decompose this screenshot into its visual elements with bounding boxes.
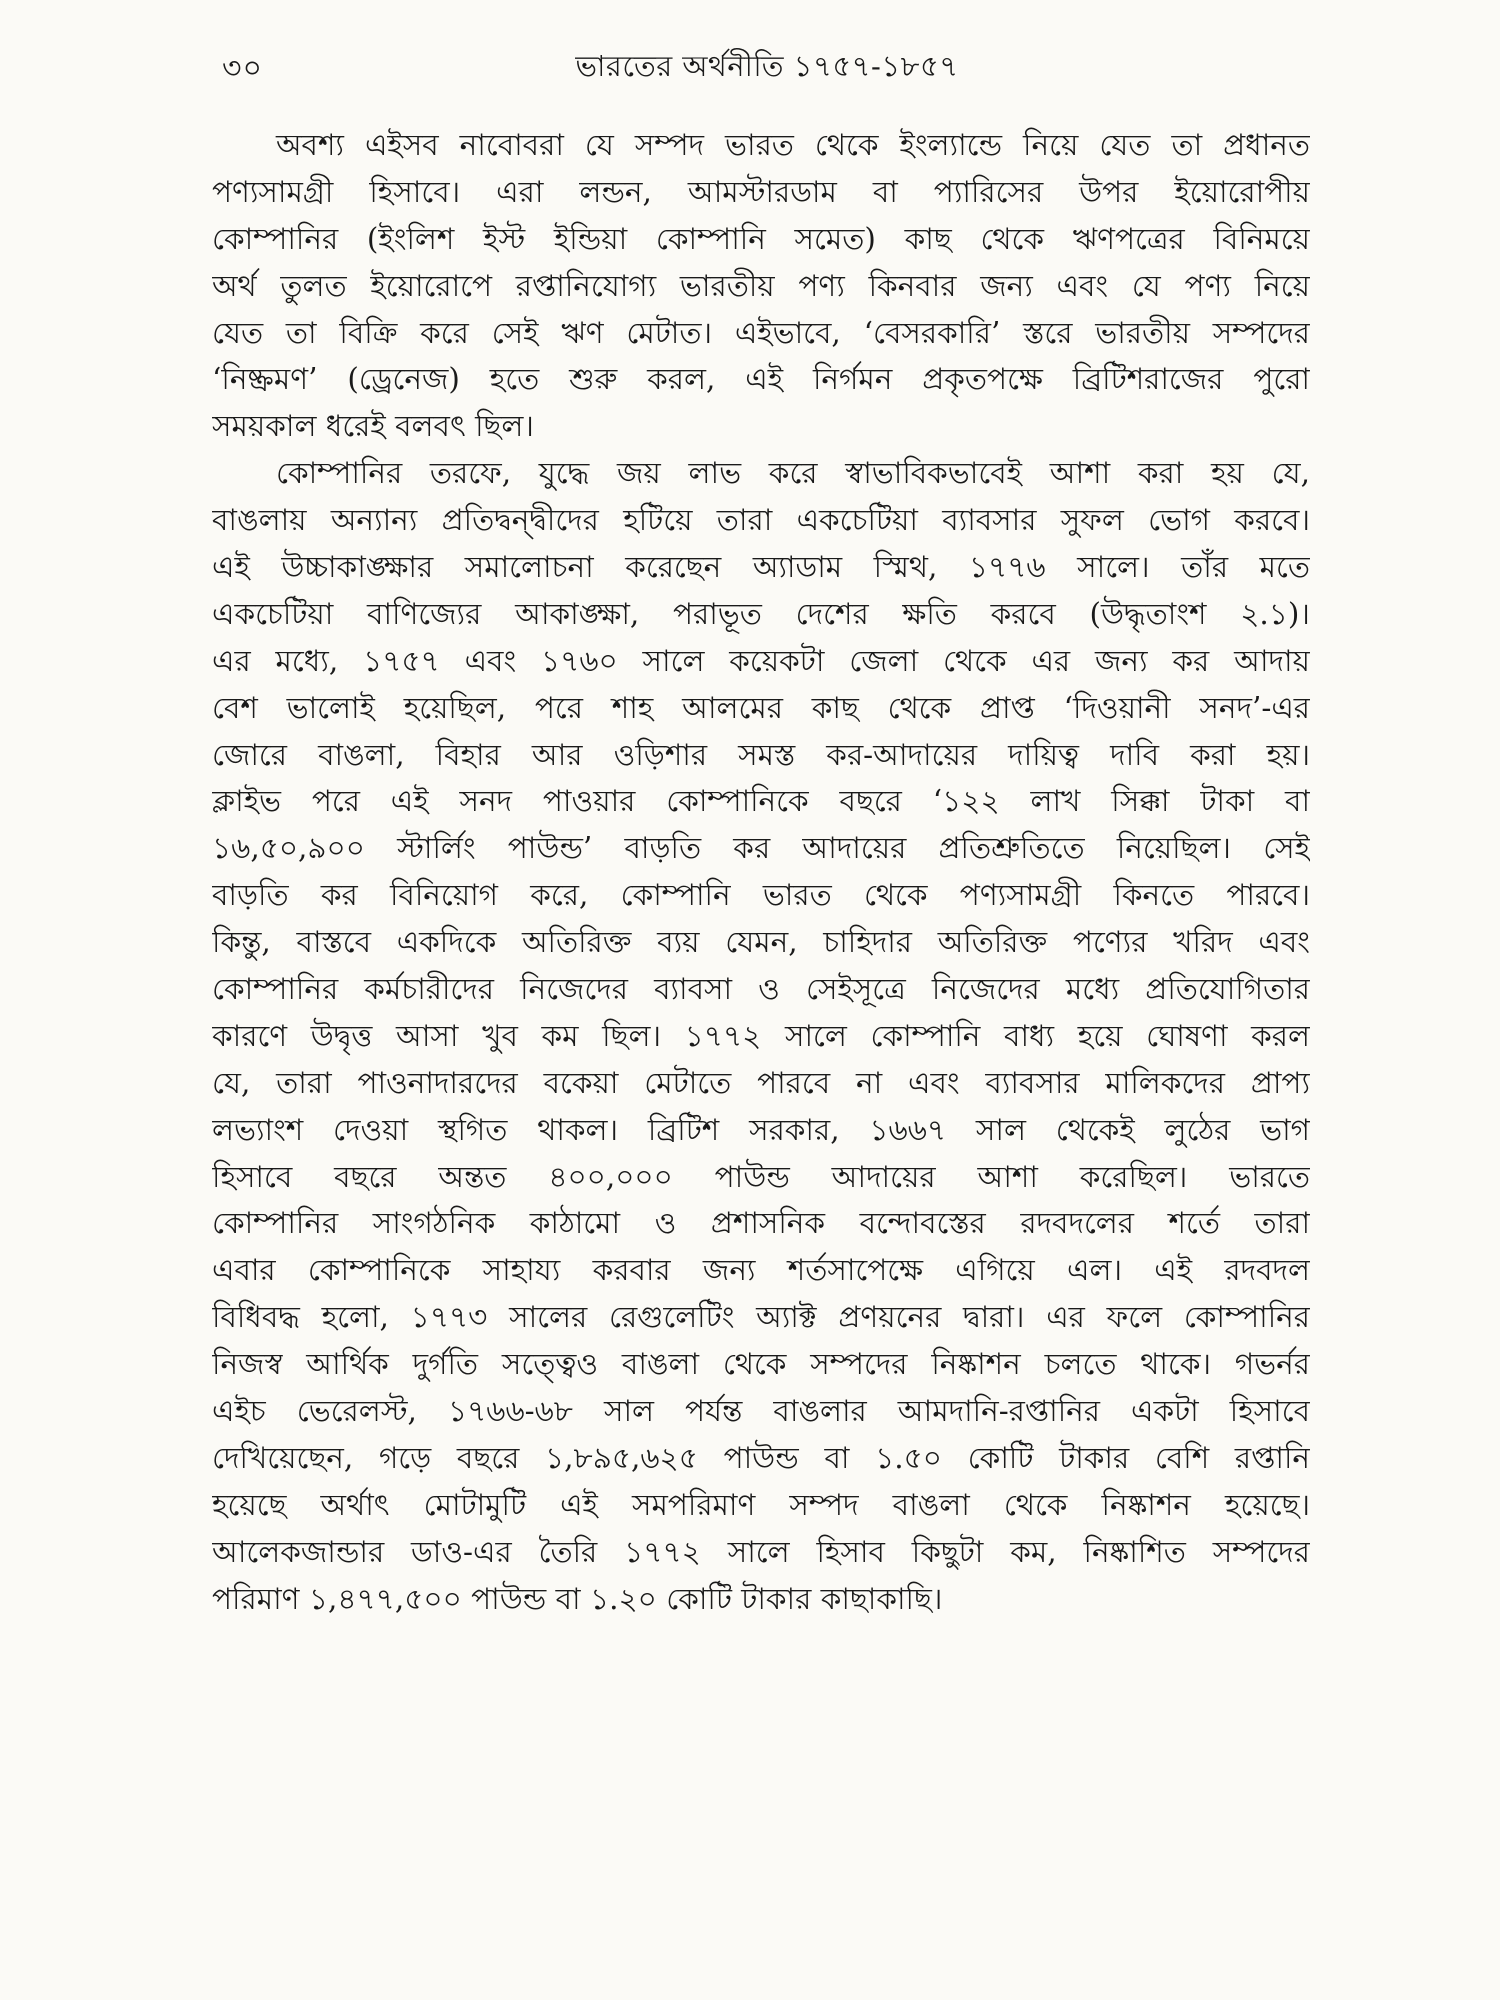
text-line: অবশ্য এইসব নাবোবরা যে সম্পদ ভারত থেকে ইংল্যান্ডে নিয়ে যেত তা প্রধানত [276,128,1310,162]
paragraph-1 [212,122,1310,450]
body-text [212,122,1310,1623]
text-line: বাড়তি কর বিনিয়োগ করে, কোম্পানি ভারত থেকে পণ্যসামগ্রী কিনতে পারবে। [212,878,1310,913]
text-line: অর্থ তুলত ইয়োরোপে রপ্তানিযোগ্য ভারতীয় পণ্য কিনবার জন্য এবং যে পণ্য নিয়ে [212,268,1310,303]
text-line: বাঙলায় অন্যান্য প্রতিদ্বন্দ্বীদের হটিয়ে তারা একচেটিয়া ব্যাবসার সুফল ভোগ করবে। [212,503,1310,538]
text-line: কিন্তু, বাস্তবে একদিকে অতিরিক্ত ব্যয় যেমন, চাহিদার অতিরিক্ত পণ্যের খরিদ এবং [212,925,1310,960]
text-line: ১৬,৫০,৯০০ স্টার্লিং পাউন্ড’ বাড়তি কর আদায়ের প্রতিশ্রুতিতে নিয়েছিল। সেই [212,831,1310,866]
text-line: একচেটিয়া বাণিজ্যের আকাঙ্ক্ষা, পরাভূত দেশের ক্ষতি করবে (উদ্ধৃতাংশ ২.১)। [212,596,1310,631]
text-line: পণ্যসামগ্রী হিসাবে। এরা লন্ডন, আমস্টারডাম বা প্যারিসের উপর ইয়োরোপীয় [212,174,1310,209]
text-line: হিসাবে বছরে অন্তত ৪০০,০০০ পাউন্ড আদায়ের আশা করেছিল। ভারতে [212,1159,1310,1194]
text-line: লভ্যাংশ দেওয়া স্থগিত থাকল। ব্রিটিশ সরকার, ১৬৬৭ সাল থেকেই লুঠের ভাগ [212,1112,1310,1147]
page-number: ৩০ [222,51,264,86]
text-line: কোম্পানির (ইংলিশ ইস্ট ইন্ডিয়া কোম্পানি সমেত) কাছ থেকে ঋণপত্রের বিনিময়ে [212,221,1310,256]
text-line: এই উচ্চাকাঙ্ক্ষার সমালোচনা করেছেন অ্যাডাম স্মিথ, ১৭৭৬ সালে। তাঁর মতে [212,550,1310,585]
text-line: আলেকজান্ডার ডাও-এর তৈরি ১৭৭২ সালে হিসাব কিছুটা কম, নিষ্কাশিত সম্পদের [212,1534,1310,1569]
text-line: কারণে উদ্বৃত্ত আসা খুব কম ছিল। ১৭৭২ সালে কোম্পানি বাধ্য হয়ে ঘোষণা করল [212,1018,1310,1053]
text-line: জোরে বাঙলা, বিহার আর ওড়িশার সমস্ত কর-আদায়ের দায়িত্ব দাবি করা হয়। [212,737,1310,772]
text-line: এইচ ভেরেলস্ট, ১৭৬৬-৬৮ সাল পর্যন্ত বাঙলার আমদানি-রপ্তানির একটা হিসাবে [212,1394,1310,1429]
text-line: কোম্পানির তরফে, যুদ্ধে জয় লাভ করে স্বাভাবিকভাবেই আশা করা হয় যে, [276,456,1310,491]
text-line: বিধিবদ্ধ হলো, ১৭৭৩ সালের রেগুলেটিং অ্যাক্ট প্রণয়নের দ্বারা। এর ফলে কোম্পানির [212,1300,1310,1335]
text-line: সময়কাল ধরেই বলবৎ ছিল। [212,409,534,444]
text-line: এবার কোম্পানিকে সাহায্য করবার জন্য শর্তসাপেক্ষে এগিয়ে এল। এই রদবদল [212,1253,1310,1288]
text-line: এর মধ্যে, ১৭৫৭ এবং ১৭৬০ সালে কয়েকটা জেলা থেকে এর জন্য কর আদায় [212,643,1310,678]
text-line: কোম্পানির কর্মচারীদের নিজেদের ব্যাবসা ও সেইসূত্রে নিজেদের মধ্যে প্রতিযোগিতার [212,972,1310,1007]
text-line: যে, তারা পাওনাদারদের বকেয়া মেটাতে পারবে না এবং ব্যাবসার মালিকদের প্রাপ্য [212,1065,1310,1100]
text-line: হয়েছে অর্থাৎ মোটামুটি এই সমপরিমাণ সম্পদ বাঙলা থেকে নিষ্কাশন হয়েছে। [212,1487,1310,1522]
text-line: পরিমাণ ১,৪৭৭,৫০০ পাউন্ড বা ১.২০ কোটি টাকার কাছাকাছি। [212,1581,943,1616]
text-line: দেখিয়েছেন, গড়ে বছরে ১,৮৯৫,৬২৫ পাউন্ড বা ১.৫০ কোটি টাকার বেশি রপ্তানি [212,1440,1310,1475]
text-line: বেশ ভালোই হয়েছিল, পরে শাহ আলমের কাছ থেকে প্রাপ্ত ‘দিওয়ানী সনদ’-এর [212,690,1310,725]
book-title: ভারতের অর্থনীতি ১৭৫৭-১৮৫৭ [575,49,959,83]
text-line: ক্লাইভ পরে এই সনদ পাওয়ার কোম্পানিকে বছরে ‘১২২ লাখ সিক্কা টাকা বা [212,784,1310,819]
text-line: ‘নিষ্ক্রমণ’ (ড্রেনেজ) হতে শুরু করল, এই নির্গমন প্রকৃতপক্ষে ব্রিটিশরাজের পুরো [212,362,1310,397]
text-line: নিজস্ব আর্থিক দুর্গতি সত্ত্বেও বাঙলা থেকে সম্পদের নিষ্কাশন চলতে থাকে। গভর্নর [212,1347,1310,1382]
running-header [222,40,1312,88]
text-line: যেত তা বিক্রি করে সেই ঋণ মেটাত। এইভাবে, ‘বেসরকারি’ স্তরে ভারতীয় সম্পদের [212,315,1310,350]
paragraph-2 [212,450,1310,1622]
text-line: কোম্পানির সাংগঠনিক কাঠামো ও প্রশাসনিক বন্দোবস্তের রদবদলের শর্তে তারা [212,1206,1310,1241]
